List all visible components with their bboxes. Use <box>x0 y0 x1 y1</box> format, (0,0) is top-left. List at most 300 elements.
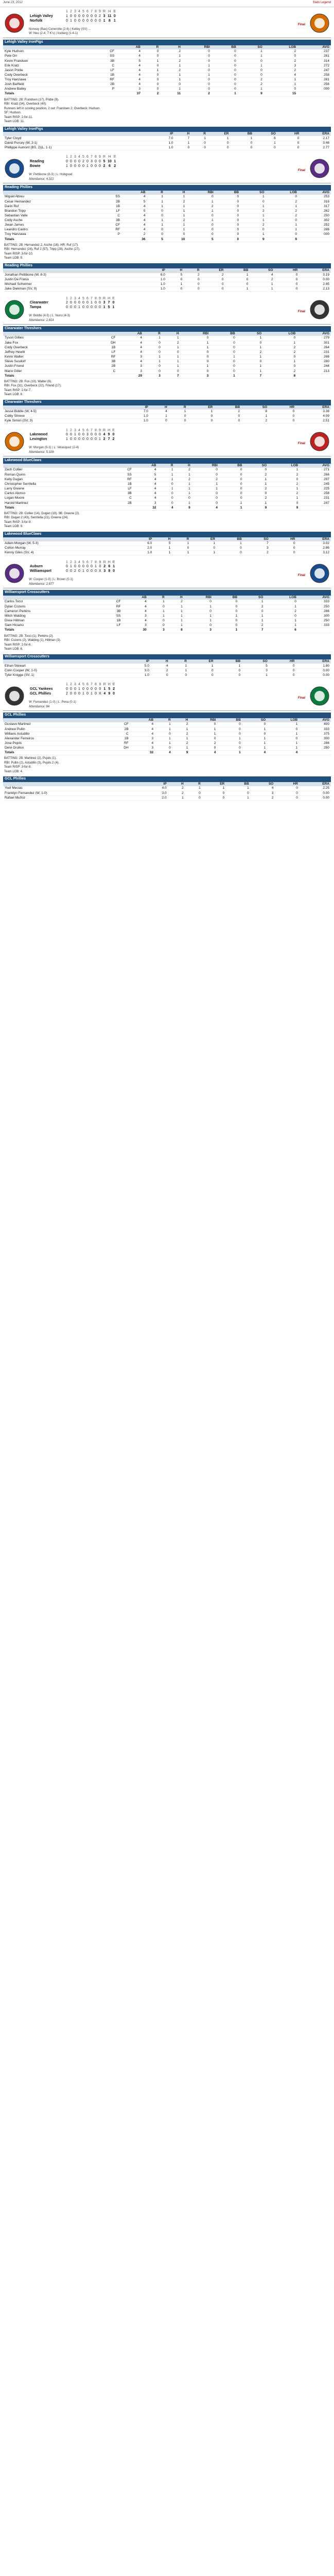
stat-cell: 5 <box>186 237 215 242</box>
player-name[interactable]: Ethan Stewart <box>3 664 124 668</box>
stat-cell: 2 <box>172 741 190 745</box>
player-name[interactable]: Cody Asche <box>3 218 97 223</box>
stat-cell: 0 <box>144 341 162 345</box>
stat-cell: 2 <box>201 273 225 278</box>
stat-cell: 4 <box>130 722 155 727</box>
linescore-header <box>3 681 331 711</box>
player-name[interactable]: Troy Hanzawa <box>3 78 91 82</box>
inning-score: 0 <box>86 306 89 309</box>
stat-cell: 301 <box>297 341 331 345</box>
player-name[interactable]: Dylan Cozens <box>3 604 98 609</box>
player-name[interactable]: Rafael Muñoz <box>3 795 144 800</box>
inning-score: 0 <box>95 14 97 18</box>
stat-cell: 1.0 <box>123 419 150 423</box>
game-block <box>3 8 331 150</box>
column-header: LOB <box>264 45 297 49</box>
stat-cell: 0 <box>207 146 231 150</box>
column-header: R <box>144 332 162 336</box>
stat-cell: 0 <box>242 732 267 736</box>
inning-score: 0 <box>99 565 101 569</box>
stat-cell: 4 <box>130 732 155 736</box>
home-team-logo <box>308 157 331 180</box>
linescore-total-head: R <box>103 560 106 564</box>
stat-cell: 1 <box>166 623 184 628</box>
player-row <box>3 209 331 213</box>
stat-cell: 4 <box>130 727 155 732</box>
stat-cell: 0 <box>167 287 184 292</box>
stat-cell: 0 <box>269 419 296 423</box>
player-name[interactable]: Totals <box>3 374 91 378</box>
home-line-row <box>29 164 117 169</box>
stat-cell: 1 <box>170 664 189 668</box>
stat-cell: 3.38 <box>296 410 331 414</box>
stat-cell: 1 <box>157 477 174 482</box>
column-header: LOB <box>265 596 297 600</box>
stat-cell: 0 <box>239 609 265 614</box>
stat-cell: 4 <box>117 350 144 355</box>
home-r-total: 3 <box>103 569 106 573</box>
inning-score: 0 <box>91 164 93 168</box>
player-name[interactable]: Jose Pujols <box>3 741 105 745</box>
player-name[interactable]: Pete Orr <box>3 54 91 59</box>
column-header: BB <box>215 659 242 664</box>
game-decision: W: Cooper (1-0) | L: Brown (0-1) <box>29 578 73 582</box>
game-notes <box>3 242 331 262</box>
stat-cell: 1B <box>110 482 133 487</box>
stat-cell: 2 <box>266 209 298 213</box>
player-name[interactable]: Tyson Gillies <box>3 336 91 341</box>
stat-cell: 0 <box>213 604 239 609</box>
stat-cell: 2 <box>263 350 297 355</box>
inning-number: 8 <box>95 683 97 687</box>
player-name[interactable]: Totals <box>3 237 97 242</box>
stat-cell: 1 <box>169 410 188 414</box>
player-name[interactable]: Andrew Bailey <box>3 87 91 92</box>
column-header: BB <box>217 718 242 722</box>
stat-cell: 0 <box>215 199 240 204</box>
player-name[interactable]: Jake Fox <box>3 341 91 345</box>
stat-cell: 1 <box>242 727 267 732</box>
stat-cell: 0 <box>215 223 240 228</box>
stat-cell: 0 <box>274 282 299 287</box>
inning-number: 1 <box>66 10 68 14</box>
stat-cell: 0 <box>238 68 264 73</box>
note-line: Team LOB: 9. <box>4 525 23 529</box>
stat-cell: 0 <box>265 614 297 619</box>
player-name[interactable]: David Purcey (W, 2-1) <box>3 141 152 145</box>
stat-cell: 0 <box>266 195 298 199</box>
box-header-row <box>3 405 331 410</box>
linescore-table <box>29 683 116 696</box>
stat-cell: 3B <box>91 360 117 364</box>
stat-cell: 1 <box>165 209 187 213</box>
stat-cell: 15 <box>264 92 297 96</box>
stat-cell: 0 <box>274 273 299 278</box>
home-team-name: GCL Phillies <box>30 691 51 696</box>
box-header-row <box>3 191 331 195</box>
player-name[interactable]: Kevin Frandsen <box>3 59 91 63</box>
inning-score: 0 <box>66 569 68 573</box>
stat-cell: 0 <box>264 87 297 92</box>
note-line: Team LOB: 11. <box>4 120 25 123</box>
column-header: SO <box>240 191 266 195</box>
player-row <box>3 87 331 92</box>
stat-cell: 1 <box>157 487 174 492</box>
home-line-row <box>29 306 116 310</box>
stat-cell: 0 <box>212 68 238 73</box>
inning-score: 2 <box>66 301 68 305</box>
player-name[interactable]: Erik Kratz <box>3 63 91 68</box>
stat-cell <box>97 237 121 242</box>
inning-score: 0 <box>70 306 72 309</box>
stat-cell: 0 <box>212 49 238 54</box>
inning-score: 0 <box>86 687 89 691</box>
inning-number: 2 <box>70 683 72 687</box>
stat-cell: 0 <box>142 49 160 54</box>
player-name[interactable]: Michael Schwimer <box>3 282 143 287</box>
player-name[interactable]: Willians Astudillo <box>3 732 105 736</box>
stat-cell: 1 <box>266 204 298 209</box>
game-summary: Attendance: 2,814 <box>29 318 54 322</box>
player-name[interactable]: Darin Ruf <box>3 204 97 209</box>
stat-cell: 1 <box>165 195 187 199</box>
player-name[interactable]: Sebastian Valle <box>3 213 97 218</box>
player-name[interactable]: Drew Hillman <box>3 619 98 623</box>
stat-cell: 0 <box>144 369 162 374</box>
player-name[interactable]: Harold Martinez <box>3 501 110 505</box>
stat-cell: 0 <box>270 551 297 555</box>
stat-cell: 1 <box>237 336 263 341</box>
away-line-row <box>29 687 116 692</box>
player-name[interactable]: Andrew Pullin <box>3 727 105 732</box>
player-name[interactable]: Steve Susdorf <box>3 360 91 364</box>
stat-cell: 1 <box>238 63 264 68</box>
stat-cell: 0 <box>157 496 174 501</box>
stat-cell: 2 <box>238 82 264 87</box>
inning-score: 2 <box>66 691 68 696</box>
stat-cell: 4 <box>130 741 155 745</box>
stat-cell: 1 <box>250 282 274 287</box>
player-name[interactable]: Phillippe Aumont (BS, 2)(L, 1-1) <box>3 146 152 150</box>
player-name[interactable]: Kevin Walter <box>3 355 91 360</box>
stat-cell: 0 <box>270 541 297 546</box>
stat-cell: P <box>97 232 121 237</box>
note-line: BATTING: 2B: Frandsen (17), Pridie (9). <box>4 98 59 101</box>
player-name[interactable]: Sam Hiciano <box>3 623 98 628</box>
player-name[interactable]: Kyle Hudson <box>3 49 91 54</box>
home-e-total: 2 <box>112 437 115 441</box>
box-header-row <box>3 132 331 136</box>
inning-score: 1 <box>82 691 84 696</box>
player-name[interactable]: Franklyn Fernandez (W, 1-0) <box>3 791 144 795</box>
player-row <box>3 146 331 150</box>
player-name[interactable]: Kenny Giles (SV, 4) <box>3 551 128 555</box>
home-line-row <box>29 19 117 24</box>
stat-cell: 3.19 <box>299 273 331 278</box>
note-line: BATTING: 2B: Fox (10), Walter (6). <box>4 380 52 383</box>
note-line: RBI: Pullin (2), Astudillo (3), Pujols 2 (4). <box>4 761 60 765</box>
inning-number: 9 <box>99 428 101 432</box>
stat-cell: 256 <box>297 82 331 87</box>
player-name[interactable]: Leandro Castro <box>3 228 97 232</box>
stat-cell: 1 <box>267 746 299 751</box>
player-name[interactable]: Adam Morgan (W, 5-3) <box>3 541 128 546</box>
player-row <box>3 287 331 292</box>
stat-cell: 1 <box>191 136 207 141</box>
linescore-total-head: H <box>108 10 111 14</box>
pitching-section-title: Clearwater Threshers <box>3 400 331 405</box>
inning-score: 0 <box>99 301 101 305</box>
inning-number: 1 <box>66 155 68 159</box>
away-team-name: Clearwater <box>30 301 48 305</box>
stat-cell: 4 <box>242 751 267 755</box>
stat-cell: 0 <box>214 419 241 423</box>
stat-cell: 1 <box>167 282 184 287</box>
stat-cell: 1 <box>184 614 213 619</box>
player-name[interactable]: Carlos Alonso <box>3 492 110 496</box>
stat-cell: 0 <box>148 623 166 628</box>
column-header: ER <box>202 782 226 786</box>
stat-cell: 3 <box>184 628 213 633</box>
stat-cell: 2B <box>91 82 116 87</box>
stat-cell: 3B <box>98 609 122 614</box>
column-header: R <box>142 45 160 49</box>
player-row <box>3 727 331 732</box>
stat-cell: 0 <box>191 146 207 150</box>
away-h-total: 9 <box>108 433 110 437</box>
column-header: ERA <box>296 405 331 410</box>
inning-score: 1 <box>74 433 76 437</box>
stat-cell: 0 <box>240 199 266 204</box>
column-header: AVG <box>299 718 331 722</box>
stat-cell: 3.0 <box>124 668 150 673</box>
stat-cell: 1 <box>175 501 192 505</box>
stat-cell: 0 <box>275 791 300 795</box>
stat-cell: 3.12 <box>296 551 331 555</box>
player-name[interactable]: Jiwan James <box>3 223 97 228</box>
player-name[interactable]: Totals <box>3 505 110 510</box>
batting-section-title: Clearwater Threshers <box>3 326 331 332</box>
stat-cell: 0 <box>142 82 160 87</box>
away-team-logo <box>3 685 26 707</box>
stat-cell: 300 <box>299 736 331 741</box>
game-summary: W: Neu (2-4, 7 K's) | Iceberg (1-4-1) <box>29 32 78 36</box>
player-row <box>3 78 331 82</box>
stat-cell: 0 <box>184 623 213 628</box>
player-name[interactable]: Jesse Biddle (W, 4-5) <box>3 410 123 414</box>
stat-cell: 0 <box>212 73 238 77</box>
stat-cell: 1B <box>97 204 121 209</box>
player-name[interactable]: Totals <box>3 628 98 633</box>
stat-cell: 1 <box>267 732 299 736</box>
player-name[interactable]: Zach Collier <box>3 468 110 472</box>
home-h-total: 8 <box>108 19 111 23</box>
inning-number: 5 <box>82 155 84 159</box>
linescore <box>26 297 308 323</box>
player-name[interactable]: Roman Quinn <box>3 472 110 477</box>
player-name[interactable]: Jason Pridie <box>3 68 91 73</box>
player-name[interactable]: Gustavo Martinez <box>3 722 105 727</box>
stat-cell: 0 <box>212 54 238 59</box>
player-row <box>3 341 331 345</box>
inning-number: 3 <box>74 155 76 159</box>
inning-score: 0 <box>95 164 97 168</box>
player-name[interactable]: Brandon Tripp <box>3 209 97 213</box>
stat-cell: 1 <box>142 68 160 73</box>
note-line: RBI: Kratz (34), Overbeck (40). <box>4 103 47 106</box>
player-name[interactable]: Totals <box>3 92 91 96</box>
away-team-name: Lehigh Valley <box>30 14 53 18</box>
stat-cell: 0 <box>174 146 191 150</box>
player-name[interactable]: Kyle Simon (SV, 3) <box>3 419 123 423</box>
stat-cell: 7.0 <box>123 410 150 414</box>
stat-cell: 5 <box>147 237 165 242</box>
stat-cell: 0 <box>217 722 242 727</box>
player-name[interactable]: Tyler Cloyd <box>3 136 152 141</box>
stat-cell: 333 <box>299 727 331 732</box>
inning-score: 2 <box>99 14 101 18</box>
column-header <box>3 464 110 468</box>
stat-cell: 0.00 <box>300 791 331 795</box>
inning-score: 0 <box>78 565 80 569</box>
player-name[interactable]: Tyler Knigge (SV, 1) <box>3 673 124 678</box>
inning-score: 0 <box>70 687 72 691</box>
stat-cell <box>298 628 331 633</box>
player-name[interactable]: Cesar Hernandez <box>3 199 97 204</box>
stat-cell: 000 <box>298 232 331 237</box>
player-name[interactable]: Miguel Abreu <box>3 195 97 199</box>
inning-number: 5 <box>82 10 84 14</box>
stat-cell: 1 <box>186 218 215 223</box>
stat-cell: 9 <box>240 237 266 242</box>
player-name[interactable]: Troy Hanzawa <box>3 232 97 237</box>
stat-cell: 1 <box>147 218 165 223</box>
batting-section-title: Williamsport Crosscutters <box>3 590 331 596</box>
player-row <box>3 732 331 736</box>
player-name[interactable]: Jake Diekman (SV, 9) <box>3 287 143 292</box>
stat-cell: 1 <box>263 341 297 345</box>
game-notes <box>3 755 331 775</box>
column-header: BB <box>214 405 241 410</box>
player-name[interactable]: Carlos Tocci <box>3 600 98 604</box>
home-team-logo <box>308 430 331 453</box>
inning-score: 0 <box>95 687 97 691</box>
stat-cell: 0 <box>268 477 300 482</box>
stat-cell: 0 <box>142 78 160 82</box>
stat-cell: 258 <box>297 73 331 77</box>
source-link[interactable]: Stats Legend <box>312 1 331 4</box>
game-decision: W: Pettibone (8-3) | L: Hobgood <box>29 173 73 176</box>
stat-cell: 32 <box>130 751 155 755</box>
player-name[interactable]: Mario Gitler <box>3 369 91 374</box>
stat-cell: 3 <box>243 546 270 551</box>
column-header: SO <box>244 464 269 468</box>
stat-cell: 2 <box>240 223 266 228</box>
stat-cell: 2 <box>162 341 181 345</box>
stat-cell: 1B <box>91 73 116 77</box>
inning-score: 0 <box>78 19 80 23</box>
player-name[interactable]: Totals <box>3 751 105 755</box>
stat-cell: 0 <box>230 146 254 150</box>
player-name[interactable]: Alexander Ferreiros <box>3 736 105 741</box>
stat-cell: 4 <box>133 482 158 487</box>
linescore-total-head: H <box>108 296 111 300</box>
player-name[interactable]: Cody Overbeck <box>3 73 91 77</box>
player-name[interactable]: Colton Murray <box>3 546 128 551</box>
player-name[interactable]: Christopher Serritella <box>3 482 110 487</box>
player-name[interactable]: Jeffrey Hewitt <box>3 350 91 355</box>
stat-cell: 250 <box>298 619 331 623</box>
home-h-total: 5 <box>108 306 110 309</box>
player-name[interactable]: Yoel Mecias <box>3 786 144 791</box>
column-header <box>3 718 105 722</box>
inning-number: 6 <box>86 683 89 687</box>
column-header: H <box>174 132 191 136</box>
column-header: ER <box>188 405 215 410</box>
stat-cell: 250 <box>299 746 331 751</box>
column-header: R <box>157 464 174 468</box>
column-header: H <box>167 268 184 273</box>
stat-cell: 9 <box>266 237 298 242</box>
player-name[interactable]: Colin Cooper (W, 1-0) <box>3 668 124 673</box>
player-name[interactable]: Justin De Fratus <box>3 278 143 282</box>
stat-cell: RF <box>110 477 133 482</box>
player-name[interactable]: Mitch Walding <box>3 614 98 619</box>
player-name[interactable]: Larry Greene <box>3 487 110 492</box>
stat-cell: 1 <box>210 355 237 360</box>
player-name[interactable]: Colby Shreve <box>3 414 123 419</box>
away-r-total: 3 <box>103 301 106 305</box>
player-name[interactable]: Kelly Dugan <box>3 477 110 482</box>
away-e-total: 0 <box>113 14 116 18</box>
player-name[interactable]: Cameron Perkins <box>3 609 98 614</box>
stat-cell: 0 <box>186 223 215 228</box>
inning-number: 2 <box>70 296 72 300</box>
player-row <box>3 195 331 199</box>
pitching-section-title: Williamsport Crosscutters <box>3 654 331 660</box>
inning-score: 0 <box>99 160 101 163</box>
stat-cell: 279 <box>297 336 331 341</box>
player-name[interactable]: Josh Barfield <box>3 82 91 87</box>
stat-cell: 4 <box>121 213 147 218</box>
stat-cell: 4 <box>133 468 158 472</box>
stat-cell: 1 <box>219 505 244 510</box>
stat-cell: 1 <box>238 87 264 92</box>
game-status: Final <box>297 442 305 445</box>
inning-score: 0 <box>70 164 72 168</box>
inning-score: 0 <box>82 687 84 691</box>
stat-cell: 1 <box>189 727 217 732</box>
player-name[interactable]: Cody Overbeck <box>3 345 91 350</box>
linescore-team-head <box>29 10 65 14</box>
column-header: RBI <box>189 718 217 722</box>
stat-cell: 1 <box>242 736 267 741</box>
stat-cell: 0 <box>210 336 237 341</box>
batting-table <box>3 596 331 633</box>
player-name[interactable]: Logan Moore <box>3 496 110 501</box>
player-name[interactable]: Justin Friend <box>3 364 91 369</box>
stat-cell: 0 <box>215 237 240 242</box>
game-status: Final <box>297 23 305 27</box>
stat-cell: 0 <box>186 195 215 199</box>
stat-cell: 0 <box>150 419 169 423</box>
stat-cell: 1 <box>186 209 215 213</box>
player-name[interactable]: Jonathan Pettibone (W, 8-3) <box>3 273 143 278</box>
stat-cell: 1 <box>165 204 187 209</box>
column-header: AB <box>130 718 155 722</box>
game-notes <box>3 379 331 399</box>
player-name[interactable]: Deivi Grullon <box>3 746 105 751</box>
